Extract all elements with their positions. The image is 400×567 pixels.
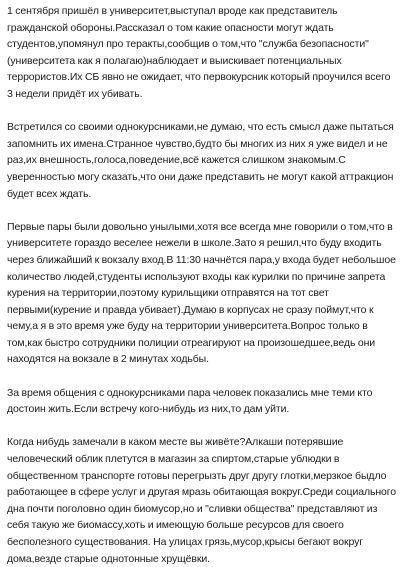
paragraph-classmates: Встретился со своими однокурсниками,не думаю, что есть смысл даже пытаться запомнить их имена.Странное чувство,будто бы многих из них я уже видел и не раз,их внешность,голоса,поведение,всё кажется слишком знакомым.С уверенностью могу сказать,что они даже представить не могут какой аттракцион будет всех ждать. [7, 121, 394, 200]
paragraph-first-classes: Первые пары были довольно унылыми,хотя все всегда мне говорили о том,что в университете гораздо веселее нежели в школе.Зато я решил,что буду входить через ближайший к вокзалу вход.В 11:30 начнётся пара,у входа будет небольшое количество людей,студенты используют входы как курилки по причине запрета курения на территории,поэтому курильщики отправятся на тот свет первыми(курение и правда убивает).Думаю в корпусах не сразу поймут,что к чему,а я в это время уже буду на территории университета.Вопрос только в том,как быстро сотрудники полиции отреагируют на произошедшее,ведь они находятся на вокзале в 2 минутах ходьбы. [7, 220, 396, 366]
paragraph-surroundings: Когда нибудь замечали в каком месте вы живёте?Алкаши потерявшие человеческий облик плетутся в магазин за спиртом,старые ублюдки в общественном транспорте готовы перегрызть друг другу глотки,мерзкое быдло работающее в сфере услуг и другая мразь обитающая вокруг.Среди социального дна почти поголовно один биомусор,но и "сливки общества" представляют из себя такую же биомассу,хоть и имеющую больше ресурсов для своего бесполезного существования. На улицах грязь,мусор,крысы бегают вокруг дома,везде старые однотонные хрущёвки. [7, 436, 397, 565]
paragraph-worthy-people: За время общения с однокурсниками пара человек показались мне теми кто достоин жить.Если встречу кого-нибудь из них,то дам уйти. [7, 386, 373, 416]
paragraph-first-day: 1 сентября пришёл в университет,выступал вроде как представитель гражданской обороны.Рассказал о том какие опасности могут ждать студентов,упомянул про теракты,сообщив о том,что "служба безопасности" (университета как я полагаю)наблюдает и выискивает потенциальных террористов.Их СБ явно не ожидает, что первокурсник который проучился всего 3 недели придёт их убивать. [7, 5, 391, 100]
